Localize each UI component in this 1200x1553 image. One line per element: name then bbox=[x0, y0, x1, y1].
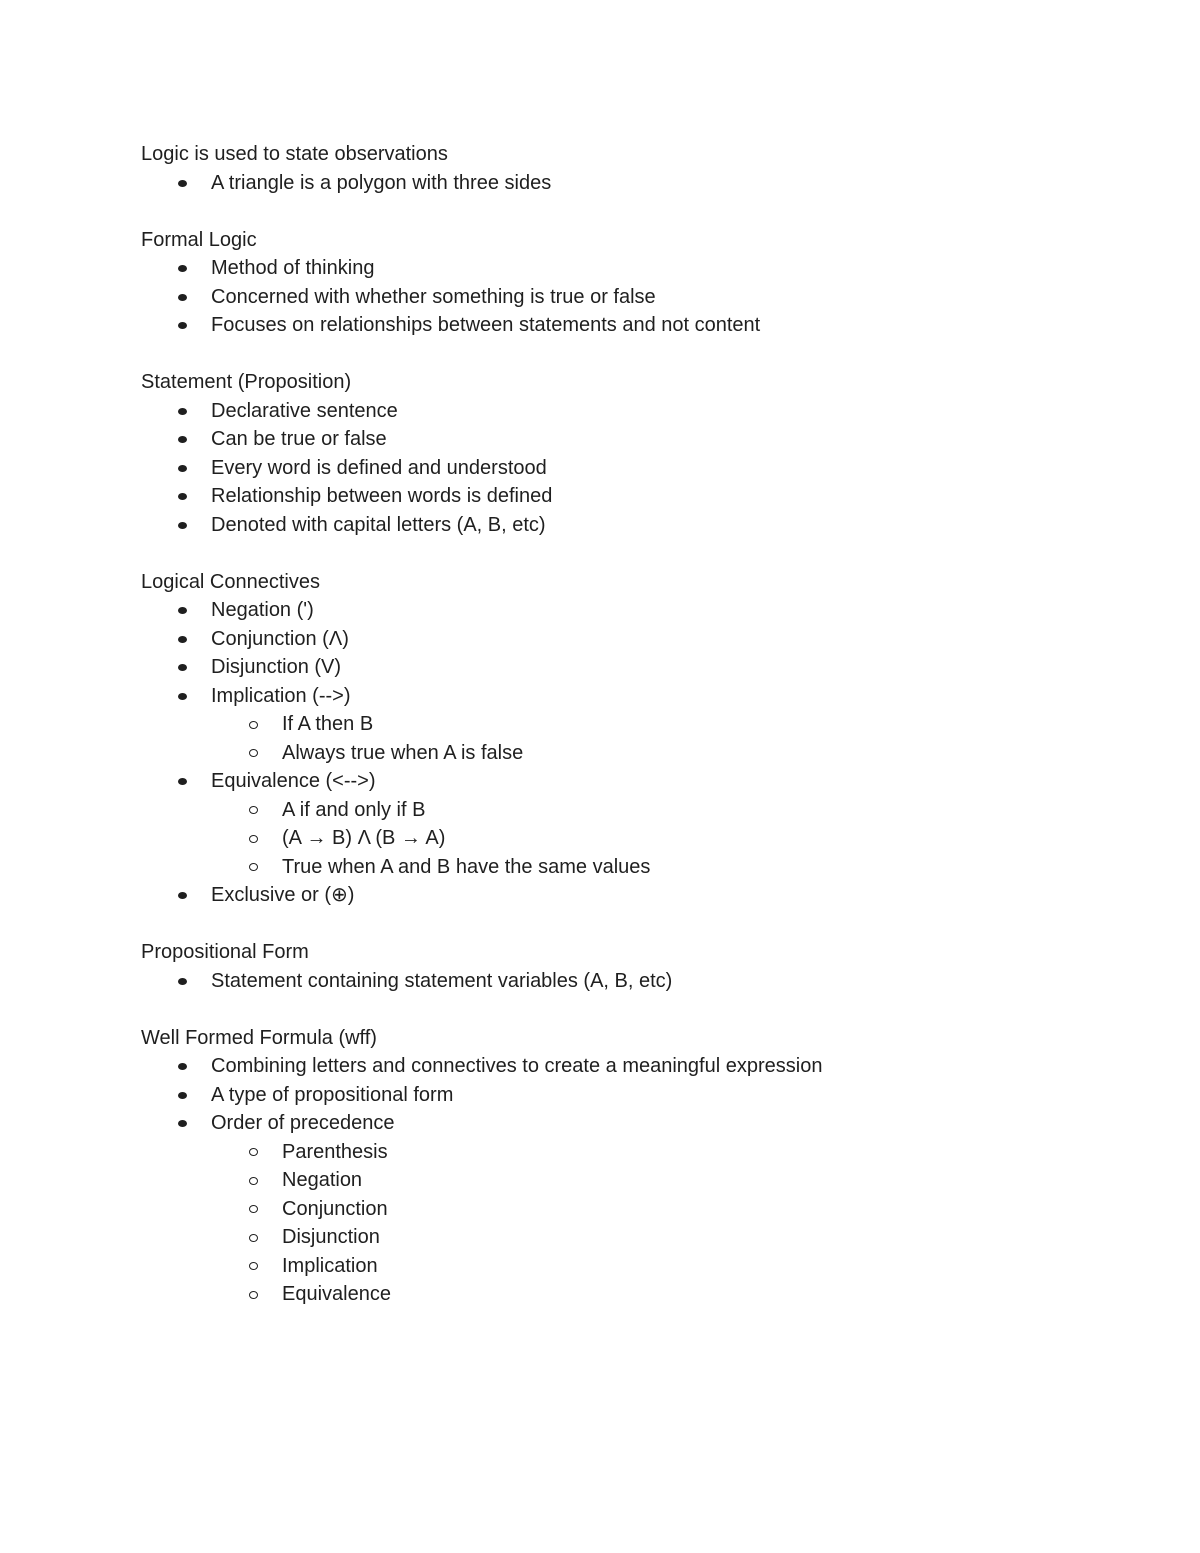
outline-section bbox=[141, 226, 1141, 340]
outline-section bbox=[141, 140, 1141, 197]
bullet-text: Statement containing statement variables (A, B, etc) bbox=[211, 969, 673, 992]
bullet-item bbox=[141, 311, 1141, 340]
section-heading: Logical Connectives bbox=[141, 570, 320, 593]
bullet-item bbox=[141, 425, 1141, 454]
bullet-text: Denoted with capital letters (A, B, etc) bbox=[211, 513, 546, 536]
filled-bullet-icon bbox=[178, 1092, 187, 1099]
hollow-bullet-icon bbox=[249, 863, 258, 871]
document-body bbox=[141, 140, 1141, 1337]
bullet-text: Implication (-->) bbox=[211, 684, 351, 707]
sub-bullet-text: Implication bbox=[282, 1254, 378, 1277]
sub-bullet-text: A if and only if B bbox=[282, 798, 426, 821]
bullet-item bbox=[141, 482, 1141, 511]
bullet-text: Combining letters and connectives to create a meaningful expression bbox=[211, 1055, 823, 1077]
bullet-text: Can be true or false bbox=[211, 428, 387, 450]
filled-bullet-icon bbox=[178, 693, 187, 700]
filled-bullet-icon bbox=[178, 664, 187, 671]
sub-bullet-text: Always true when A is false bbox=[282, 741, 524, 764]
sub-bullet-text: True when A and B have the same values bbox=[282, 855, 651, 878]
sub-bullet-text: Parenthesis bbox=[282, 1140, 388, 1163]
filled-bullet-icon bbox=[178, 294, 187, 301]
sub-bullet-text: (A → B) Λ (B → A) bbox=[282, 827, 446, 849]
bullet-item bbox=[141, 767, 1141, 796]
filled-bullet-icon bbox=[178, 607, 187, 614]
sub-bullet-item bbox=[141, 1252, 1141, 1281]
hollow-bullet-icon bbox=[249, 1205, 258, 1213]
filled-bullet-icon bbox=[178, 265, 187, 272]
bullet-item bbox=[141, 397, 1141, 426]
sub-bullet-text: Conjunction bbox=[282, 1197, 388, 1220]
bullet-text: Focuses on relationships between statements and not content bbox=[211, 314, 761, 336]
bullet-text: Declarative sentence bbox=[211, 399, 398, 422]
sub-bullet-item bbox=[141, 739, 1141, 768]
bullet-item bbox=[141, 454, 1141, 483]
bullet-item bbox=[141, 625, 1141, 654]
bullet-text: Conjunction (Λ) bbox=[211, 627, 349, 650]
bullet-item bbox=[141, 169, 1141, 198]
bullet-text: Equivalence (<-->) bbox=[211, 770, 376, 792]
sub-bullet-item bbox=[141, 853, 1141, 882]
bullet-text: A type of propositional form bbox=[211, 1083, 454, 1106]
section-heading: Propositional Form bbox=[141, 941, 309, 963]
bullet-text: Every word is defined and understood bbox=[211, 456, 547, 479]
filled-bullet-icon bbox=[178, 180, 187, 187]
filled-bullet-icon bbox=[178, 408, 187, 415]
outline-section bbox=[141, 568, 1141, 910]
bullet-text: Relationship between words is defined bbox=[211, 485, 553, 507]
bullet-item bbox=[141, 1052, 1141, 1081]
sub-bullet-item bbox=[141, 796, 1141, 825]
section-heading: Logic is used to state observations bbox=[141, 143, 448, 165]
sub-bullet-text: Equivalence bbox=[282, 1283, 391, 1305]
bullet-text: A triangle is a polygon with three sides bbox=[211, 171, 552, 194]
hollow-bullet-icon bbox=[249, 1148, 258, 1156]
sub-bullet-item bbox=[141, 1138, 1141, 1167]
filled-bullet-icon bbox=[178, 522, 187, 529]
bullet-text: Order of precedence bbox=[211, 1112, 395, 1134]
section-heading: Formal Logic bbox=[141, 228, 257, 251]
sub-bullet-item bbox=[141, 1223, 1141, 1252]
bullet-item bbox=[141, 967, 1141, 996]
filled-bullet-icon bbox=[178, 778, 187, 785]
hollow-bullet-icon bbox=[249, 806, 258, 814]
outline-section bbox=[141, 938, 1141, 995]
section-heading: Statement (Proposition) bbox=[141, 371, 352, 393]
bullet-item bbox=[141, 596, 1141, 625]
hollow-bullet-icon bbox=[249, 1234, 258, 1242]
outline-section bbox=[141, 1024, 1141, 1309]
section-heading: Well Formed Formula (wff) bbox=[141, 1026, 377, 1049]
bullet-item bbox=[141, 1081, 1141, 1110]
bullet-item bbox=[141, 653, 1141, 682]
bullet-item bbox=[141, 283, 1141, 312]
sub-bullet-item bbox=[141, 1166, 1141, 1195]
bullet-item bbox=[141, 511, 1141, 540]
bullet-text: Concerned with whether something is true or false bbox=[211, 285, 656, 308]
sub-bullet-text: Disjunction bbox=[282, 1226, 380, 1248]
bullet-item bbox=[141, 1109, 1141, 1138]
filled-bullet-icon bbox=[178, 322, 187, 329]
bullet-text: Negation (') bbox=[211, 599, 314, 621]
filled-bullet-icon bbox=[178, 436, 187, 443]
filled-bullet-icon bbox=[178, 1120, 187, 1127]
filled-bullet-icon bbox=[178, 1063, 187, 1070]
sub-bullet-item bbox=[141, 1280, 1141, 1309]
hollow-bullet-icon bbox=[249, 1291, 258, 1299]
outline-section bbox=[141, 368, 1141, 539]
sub-bullet-item bbox=[141, 824, 1141, 853]
filled-bullet-icon bbox=[178, 465, 187, 472]
sub-bullet-item bbox=[141, 1195, 1141, 1224]
bullet-text: Method of thinking bbox=[211, 257, 375, 279]
sub-bullet-text: Negation bbox=[282, 1169, 363, 1191]
filled-bullet-icon bbox=[178, 892, 187, 899]
hollow-bullet-icon bbox=[249, 835, 258, 843]
hollow-bullet-icon bbox=[249, 1177, 258, 1185]
sub-bullet-item bbox=[141, 710, 1141, 739]
bullet-item bbox=[141, 881, 1141, 910]
filled-bullet-icon bbox=[178, 493, 187, 500]
hollow-bullet-icon bbox=[249, 721, 258, 729]
filled-bullet-icon bbox=[178, 636, 187, 643]
bullet-item bbox=[141, 682, 1141, 711]
hollow-bullet-icon bbox=[249, 749, 258, 757]
bullet-text: Exclusive or (⊕) bbox=[211, 884, 355, 906]
sub-bullet-text: If A then B bbox=[282, 713, 374, 735]
hollow-bullet-icon bbox=[249, 1262, 258, 1270]
bullet-item bbox=[141, 254, 1141, 283]
filled-bullet-icon bbox=[178, 978, 187, 985]
bullet-text: Disjunction (V) bbox=[211, 656, 342, 678]
